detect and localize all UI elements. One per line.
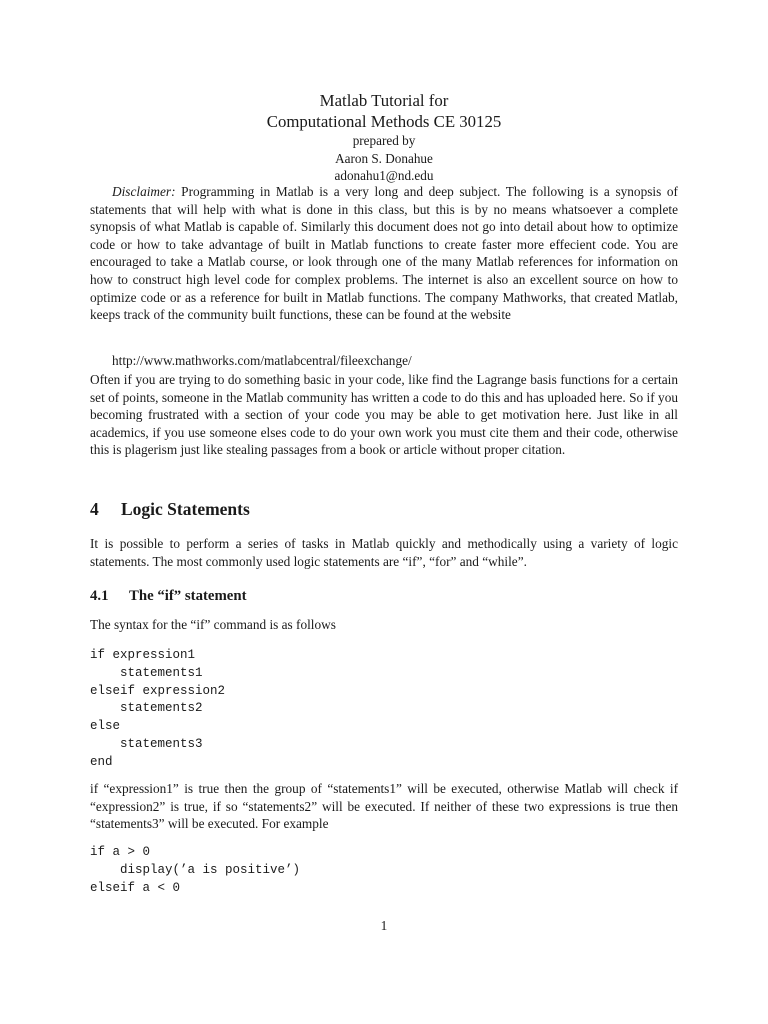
subsection-heading <box>90 588 247 605</box>
code-block-syntax <box>90 647 225 772</box>
section-intro-paragraph: It is possible to perform a series of tasks in Matlab quickly and methodically using a variety of logic statements. The most commonly used logic statements are “if”, “for” and “while”. <box>90 536 678 569</box>
code-line: statements2 <box>90 701 203 716</box>
code-line: else <box>90 719 121 734</box>
title-block <box>0 90 768 185</box>
section-number: 4 <box>90 499 99 519</box>
code-line: if a > 0 <box>90 845 151 859</box>
code-line: display(’a is positive’) <box>90 862 301 877</box>
code-line: elseif expression2 <box>90 683 226 698</box>
community-code-paragraph: Often if you are trying to do something basic in your code, like find the Lagrange basis functions for a certain set of points, someone in the Matlab community has written a code to do this and has uploaded here. So if you becoming frustrated with a section of your code you may be able to get motivation here. Just like in all academics, if you use someone elses code to do your own work you must cite them and their code, otherwise this is plagerism just like stealing passages from a book or article without proper citation. <box>90 372 678 458</box>
document-title-line-1: Matlab Tutorial for <box>319 91 449 110</box>
code-line: if expression1 <box>90 648 196 662</box>
page-number: 1 <box>380 918 388 933</box>
subsection-title: The “if” statement <box>129 588 247 604</box>
code-line: statements1 <box>90 665 203 680</box>
code-line: elseif a < 0 <box>90 880 181 895</box>
syntax-intro-text: The syntax for the “if” command is as follows <box>90 617 336 632</box>
fileexchange-url: http://www.mathworks.com/matlabcentral/fileexchange/ <box>112 353 412 368</box>
author-name: Aaron S. Donahue <box>335 150 433 166</box>
disclaimer-paragraph <box>90 183 678 324</box>
section-title: Logic Statements <box>121 499 250 519</box>
disclaimer-label: Disclaimer: <box>112 184 176 199</box>
code-line: statements3 <box>90 736 203 751</box>
section-heading <box>90 499 250 520</box>
author-email: adonahu1@nd.edu <box>334 168 434 183</box>
if-explanation-paragraph: if “expression1” is true then the group of “statements1” will be executed, otherwise Matlab will check if “expression2” is true, if so “statements2” will be executed. If neither of these two expressions is true then “statements3” will be executed. For example <box>90 781 678 832</box>
code-line: end <box>90 754 113 769</box>
disclaimer-text: Programming in Matlab is a very long and deep subject. The following is a synopsis of statements that will help with what is done in this class, but this is by no means whatsoever a complete synopsis of what Matlab is capable of. Similarly this document does not go into detail about how to optimize code or how to take advantage of built in Matlab functions to create faster more effecient code. You are encouraged to take a Matlab course, or look through one of the many Matlab references for information on how to construct high level code for complex problems. The internet is also an excellent source on how to optimize code or as a reference for built in Matlab functions. The company Mathworks, that created Matlab, keeps track of the community built functions, these can be found at the website <box>90 184 678 323</box>
document-title-line-2: Computational Methods CE 30125 <box>266 112 502 131</box>
code-block-example <box>90 844 300 897</box>
subsection-number: 4.1 <box>90 588 109 604</box>
prepared-by: prepared by <box>352 133 416 148</box>
